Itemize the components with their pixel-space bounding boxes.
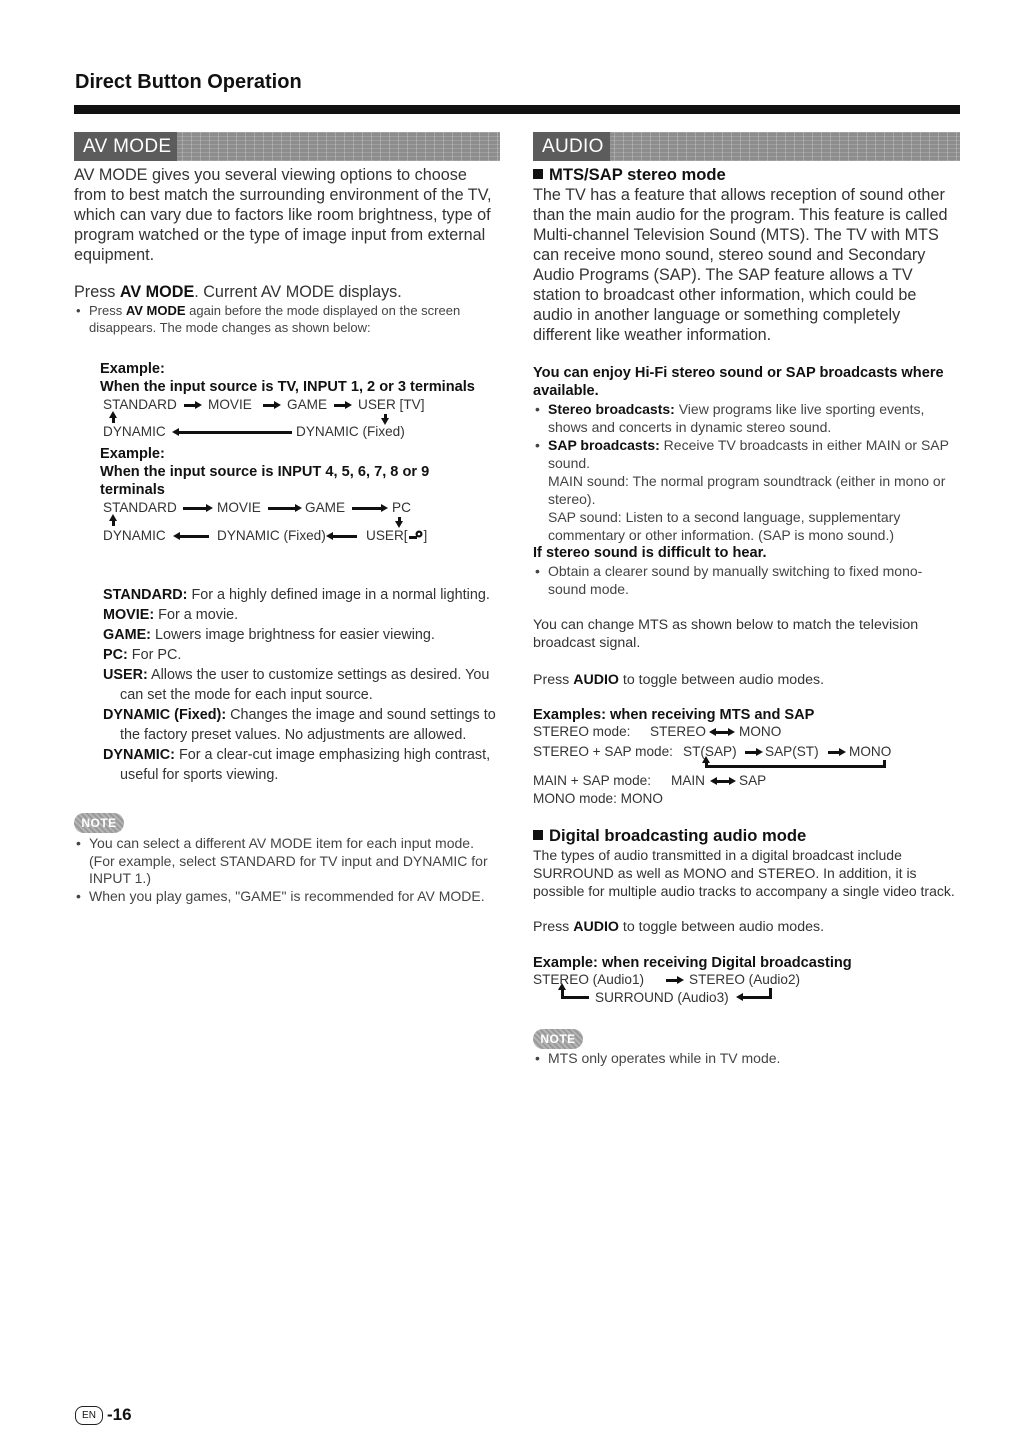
arrow-right-icon [745, 751, 757, 754]
audio-section-bar [533, 132, 960, 161]
definition-dynamic: DYNAMIC: For a clear-cut image emphasizing high contrast, useful for sports viewing. [103, 747, 491, 783]
mode-game: GAME [305, 500, 346, 515]
mode-movie: MOVIE [208, 397, 252, 412]
av-mode-bullets [74, 302, 500, 336]
arrow-down-icon [384, 414, 387, 419]
arrow-up-icon [561, 989, 564, 996]
arrow-right-icon [666, 979, 678, 982]
arrow-right-icon [268, 507, 296, 510]
definition-user: USER: Allows the user to customize settings as desired. You can set the mode for each input source. [103, 667, 490, 703]
example-digital-heading: Example: when receiving Digital broadcasting [533, 955, 852, 971]
main-sound-text: MAIN sound: The normal program soundtrack (either in mono or stereo). [548, 473, 946, 507]
definition-pc: PC: For PC. [103, 647, 182, 663]
mode-game: GAME [287, 397, 328, 412]
header-rule [74, 105, 960, 114]
audio-section-label: AUDIO [533, 132, 610, 161]
sap-sound-text: SAP sound: Listen to a second language, supplementary commentary or other information. (SAP is mono sound.) [548, 509, 901, 543]
mode-pc: PC [392, 500, 411, 515]
page-number: 16 [112, 1405, 132, 1424]
mode-dynamic-fixed: DYNAMIC (Fixed) [296, 424, 405, 439]
press-audio-1: Press AUDIO to toggle between audio modes. [533, 672, 825, 688]
return-line [705, 765, 886, 768]
list-item: • MTS only operates while in TV mode. [533, 1050, 960, 1067]
av-mode-column [74, 132, 500, 905]
arrow-up-icon [112, 417, 115, 423]
press-audio-2: Press AUDIO to toggle between audio modes. [533, 919, 825, 935]
av-mode-flow-diagram-2 [100, 499, 500, 551]
stereo-mode-label: STEREO mode: [533, 724, 631, 739]
arrow-right-icon [334, 404, 346, 407]
av-mode-note [74, 813, 500, 905]
mode-dynamic: DYNAMIC [103, 424, 166, 439]
square-bullet-icon [533, 830, 543, 840]
arrow-right-icon [263, 404, 275, 407]
return-line [561, 996, 589, 999]
stereo-sap-b: SAP(ST) [765, 744, 819, 759]
broadcast-types-list [533, 400, 960, 544]
list-item: • Press AV MODE again before the mode displayed on the screen disappears. The mode changes as shown below: [74, 302, 500, 336]
page-title: Direct Button Operation [75, 71, 302, 93]
list-item: • When you play games, "GAME" is recommended for AV MODE. [74, 888, 500, 906]
connector-line [769, 988, 772, 999]
arrow-left-icon [178, 431, 292, 434]
list-item: • You can select a different AV MODE item for each input mode. (For example, select STANDARD for TV input and DYNAMIC for INPUT 1.) [74, 835, 500, 888]
arrow-right-icon [183, 507, 207, 510]
stereo-sap-a: ST(SAP) [683, 744, 737, 759]
hifi-heading: You can enjoy Hi-Fi stereo sound or SAP broadcasts where available. [533, 365, 944, 399]
mode-user: USER[ ] [366, 528, 428, 543]
av-mode-flow-diagram-1 [100, 396, 500, 440]
main-sap-b: SAP [739, 773, 767, 788]
square-bullet-icon [533, 169, 543, 179]
digital-mode-a: STEREO (Audio1) [533, 972, 645, 987]
stereo-mode-b: MONO [739, 724, 782, 739]
language-en-icon: EN [75, 1406, 103, 1425]
example-label: Example: [100, 446, 165, 462]
av-mode-section-bar [74, 132, 500, 161]
mts-sap-heading: MTS/SAP stereo mode [533, 165, 960, 185]
footer-separator: - [107, 1405, 113, 1424]
arrow-right-icon [352, 507, 382, 510]
note-badge: NOTE [533, 1029, 583, 1049]
av-mode-example-1 [100, 360, 500, 551]
av-mode-intro: AV MODE gives you several viewing options to choose from to best match the surrounding environment of the TV, which can vary due to factors like room brightness, type of program watched or the type of image input from external equipment. [74, 166, 492, 264]
digital-mode-b: STEREO (Audio2) [689, 972, 801, 987]
mts-intro: The TV has a feature that allows reception of sound other than the main audio for the program. This feature is called Multi-channel Television Sound (MTS). The TV with MTS can receive mono sound, stereo sound and Secondary Audio Programs (SAP). The SAP feature allows a TV station to broadcast other information, which could be audio in another language or something completely different like weather information. [533, 186, 948, 344]
definition-dynamic-fixed: DYNAMIC (Fixed): Changes the image and sound settings to the factory preset values. No adjustments are allowed. [103, 707, 496, 743]
mode-standard: STANDARD [103, 500, 177, 515]
audio-column [533, 132, 960, 1067]
double-arrow-icon [716, 780, 730, 783]
audio-note [533, 1029, 960, 1067]
examples-mts-heading: Examples: when receiving MTS and SAP [533, 707, 815, 723]
av-mode-note-list [74, 835, 500, 905]
digital-flow-diagram [533, 972, 960, 1012]
av-mode-section-label: AV MODE [74, 132, 177, 161]
list-item: • Stereo broadcasts: View programs like live sporting events, shows and concerts in dynamic stereo sound. [533, 400, 960, 436]
arrow-left-icon [179, 535, 209, 538]
digital-mode-c: SURROUND (Audio3) [595, 990, 729, 1005]
arrow-up-icon [112, 520, 115, 526]
av-mode-press: Press AV MODE. Current AV MODE displays. [74, 283, 402, 301]
example-label: Example: [100, 361, 165, 377]
mts-flow-diagram [533, 724, 960, 808]
mode-dynamic-fixed: DYNAMIC (Fixed) [217, 528, 326, 543]
stereo-sap-mode-label: STEREO + SAP mode: [533, 744, 673, 759]
definition-movie: MOVIE: For a movie. [103, 607, 239, 623]
list-item: • SAP broadcasts: Receive TV broadcasts in either MAIN or SAP sound. MAIN sound: The normal program soundtrack (either in mono or stereo). SAP sound: Listen to a second language, supplementary commentary or other information. (SAP is mono sound.) [533, 436, 960, 544]
stereo-mode-a: STEREO [650, 724, 706, 739]
audio-note-list [533, 1050, 960, 1067]
main-sap-mode-label: MAIN + SAP mode: [533, 773, 651, 788]
note-badge: NOTE [74, 813, 124, 833]
change-mts-text: You can change MTS as shown below to match the television broadcast signal. [533, 617, 919, 651]
mode-dynamic: DYNAMIC [103, 528, 166, 543]
definition-standard: STANDARD: For a highly defined image in a normal lighting. [103, 587, 490, 603]
mode-standard: STANDARD [103, 397, 177, 412]
double-arrow-icon [715, 731, 729, 734]
arrow-right-icon [828, 751, 840, 754]
difficult-list [533, 562, 960, 598]
arrow-left-icon [742, 996, 772, 999]
mono-mode-line: MONO mode: MONO [533, 791, 663, 806]
example-heading: When the input source is INPUT 4, 5, 6, 7, 8 or 9 terminals [100, 464, 430, 498]
arrow-right-icon [184, 404, 196, 407]
arrow-down-icon [398, 517, 401, 522]
arrow-left-icon [332, 535, 357, 538]
main-sap-a: MAIN [671, 773, 705, 788]
page-footer [75, 1405, 132, 1425]
mode-movie: MOVIE [217, 500, 261, 515]
mode-user: USER [TV] [358, 397, 425, 412]
digital-intro: The types of audio transmitted in a digital broadcast include SURROUND as well as MONO and STEREO. In addition, it is possible for multiple audio tracks to accompany a single video track. [533, 847, 955, 899]
definition-game: GAME: Lowers image brightness for easier viewing. [103, 627, 435, 643]
stereo-sap-c: MONO [849, 744, 892, 759]
av-mode-definitions [103, 585, 500, 785]
user-input-icon [408, 529, 424, 541]
difficult-heading: If stereo sound is difficult to hear. [533, 545, 767, 561]
list-item: • Obtain a clearer sound by manually switching to fixed mono-sound mode. [533, 562, 960, 598]
digital-heading: Digital broadcasting audio mode [533, 826, 960, 846]
example-heading: When the input source is TV, INPUT 1, 2 or 3 terminals [100, 379, 475, 395]
